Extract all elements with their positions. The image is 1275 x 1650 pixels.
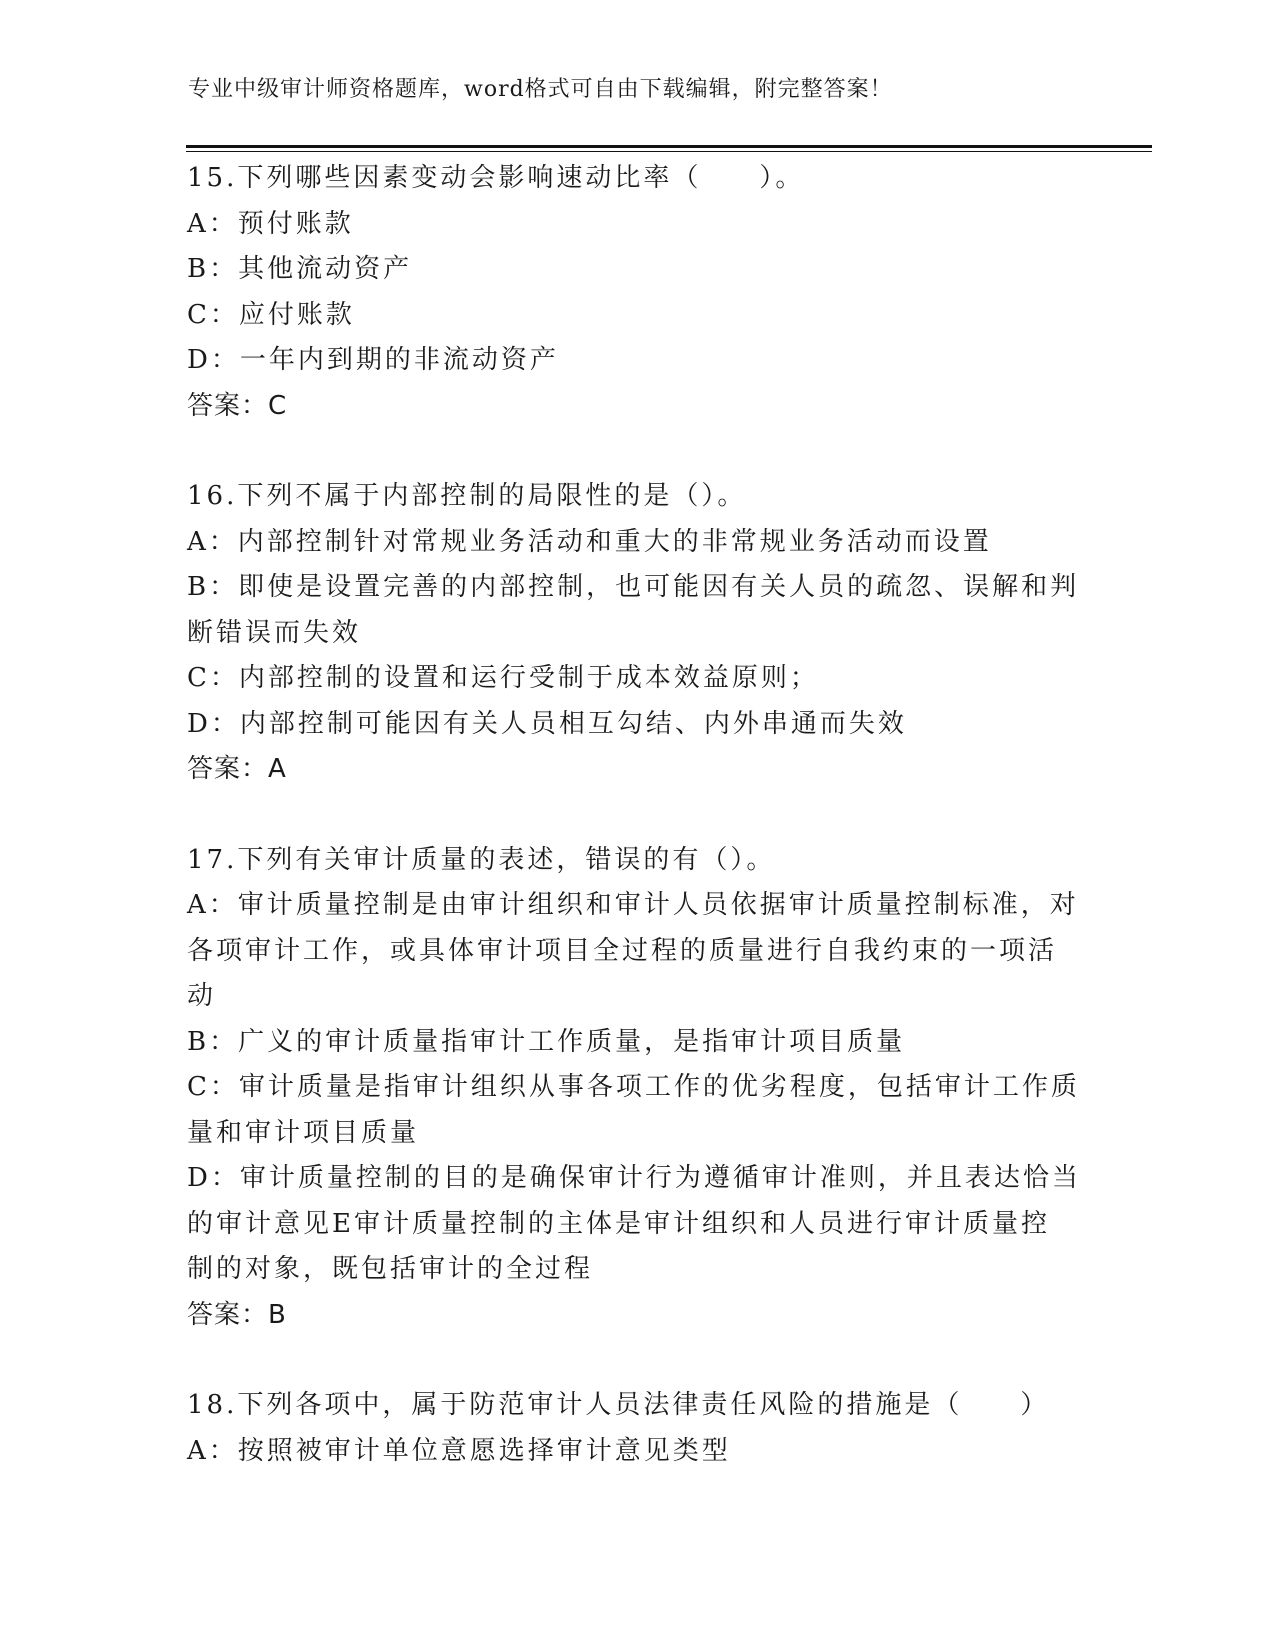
option-b: B：即使是设置完善的内部控制，也可能因有关人员的疏忽、误解和判 xyxy=(187,572,1080,602)
option-a-continued: 动 xyxy=(187,981,217,1011)
option-a-continued: 各项审计工作，或具体审计项目全过程的质量进行自我约束的一项活 xyxy=(187,935,1058,966)
question-18 xyxy=(187,1383,1087,1474)
option-b: B：广义的审计质量指审计工作质量，是指审计项目质量 xyxy=(187,1026,906,1057)
option-c: C：应付账款 xyxy=(187,299,355,330)
option-a: A：内部控制针对常规业务活动和重大的非常规业务活动而设置 xyxy=(187,526,992,557)
option-d-continued: 的审计意见E审计质量控制的主体是审计组织和人员进行审计质量控 xyxy=(187,1208,1050,1239)
option-c-continued: 量和审计项目质量 xyxy=(187,1117,420,1148)
page-header: 专业中级审计师资格题库，word格式可自由下载编辑，附完整答案！ xyxy=(188,77,893,102)
option-d: D：审计质量控制的目的是确保审计行为遵循审计准则，并且表达恰当 xyxy=(187,1163,1081,1193)
header-rule-thin xyxy=(186,151,1152,152)
question-stem: 18.下列各项中，属于防范审计人员法律责任风险的措施是（ ） xyxy=(187,1390,1050,1420)
header-rule-thick xyxy=(186,145,1152,148)
option-b-continued: 断错误而失效 xyxy=(187,617,362,648)
option-a: A：预付账款 xyxy=(187,208,354,239)
question-17 xyxy=(187,838,1087,1339)
option-a: A：按照被审计单位意愿选择审计意见类型 xyxy=(187,1435,731,1466)
question-stem: 17.下列有关审计质量的表述，错误的有（）。 xyxy=(187,844,776,875)
question-list xyxy=(187,156,1087,1474)
question-16 xyxy=(187,474,1087,793)
option-a: A：审计质量控制是由审计组织和审计人员依据审计质量控制标准，对 xyxy=(187,890,1079,920)
question-stem: 15.下列哪些因素变动会影响速动比率（ ）。 xyxy=(187,163,805,193)
question-stem: 16.下列不属于内部控制的局限性的是（）。 xyxy=(187,481,747,511)
option-b: B：其他流动资产 xyxy=(187,254,413,284)
option-d: D：一年内到期的非流动资产 xyxy=(187,345,559,375)
option-c: C：审计质量是指审计组织从事各项工作的优劣程度，包括审计工作质 xyxy=(187,1072,1080,1102)
answer: 答案：C xyxy=(187,390,288,421)
option-d: D：内部控制可能因有关人员相互勾结、内外串通而失效 xyxy=(187,708,907,739)
option-c: C：内部控制的设置和运行受制于成本效益原则； xyxy=(187,663,819,693)
option-d-continued: 制的对象，既包括审计的全过程 xyxy=(187,1254,594,1284)
answer: 答案：B xyxy=(187,1299,287,1330)
answer: 答案：A xyxy=(187,754,287,784)
question-15 xyxy=(187,156,1087,429)
